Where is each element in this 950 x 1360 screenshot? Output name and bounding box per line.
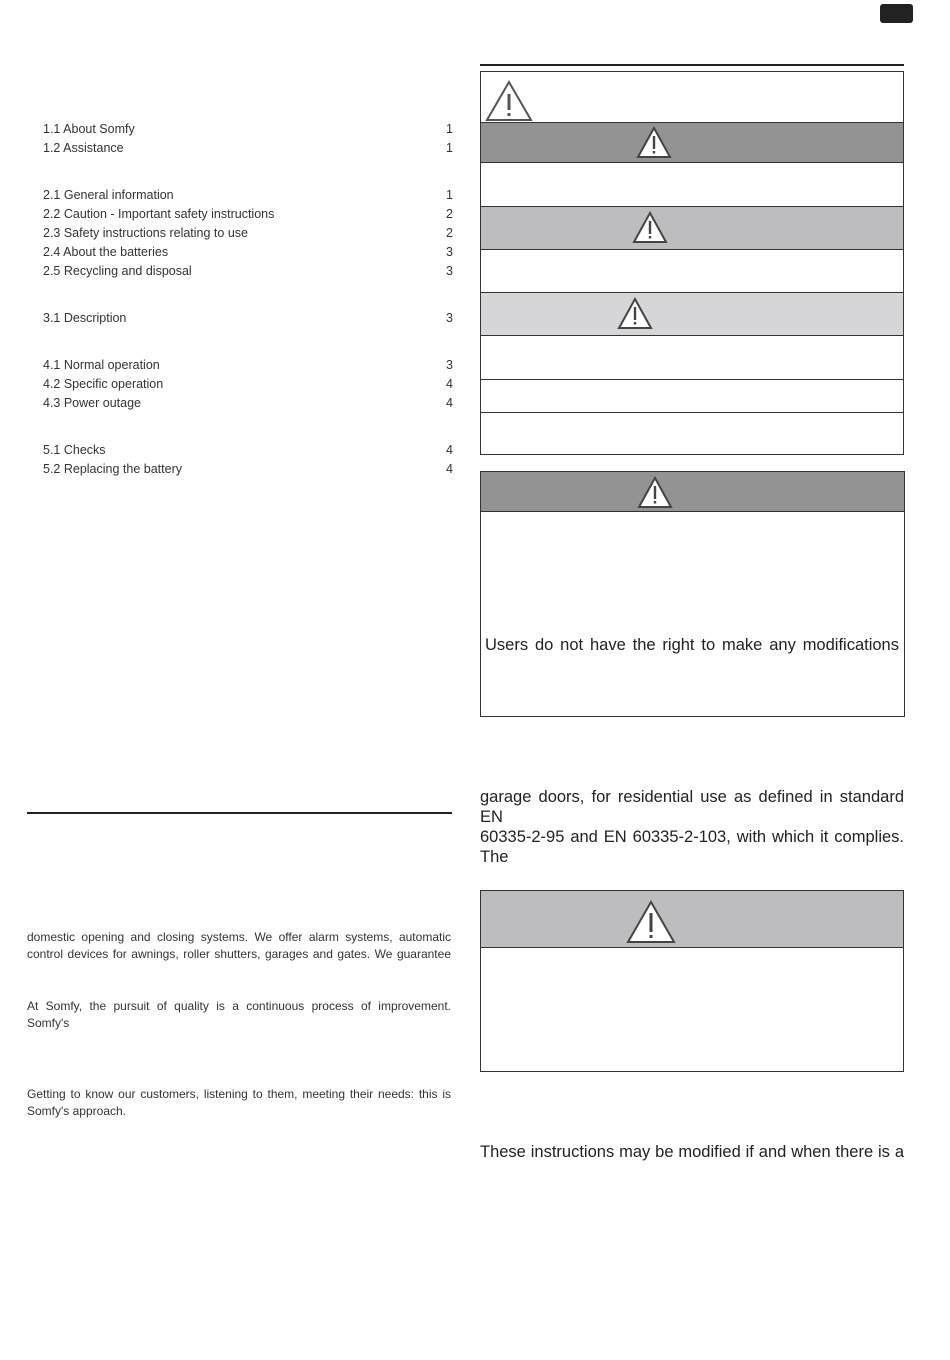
modification-warning-text: Users do not have the right to make any modifications xyxy=(485,636,899,654)
right-section-divider xyxy=(480,64,904,66)
toc-row[interactable]: 4.1 Normal operation 3 xyxy=(43,358,453,372)
toc-row[interactable]: 5.1 Checks 4 xyxy=(43,443,453,457)
warning-triangle-icon xyxy=(636,126,672,159)
warning-triangle-icon xyxy=(617,297,653,330)
toc-row[interactable]: 2.1 General information 1 xyxy=(43,188,453,202)
caution-box xyxy=(480,890,904,1072)
note-row xyxy=(481,412,903,454)
toc-row[interactable]: 4.3 Power outage 4 xyxy=(43,396,453,410)
about-paragraph-2: At Somfy, the pursuit of quality is a continuous process of improvement. Somfy's xyxy=(27,999,451,1030)
left-section-divider xyxy=(27,812,452,814)
toc-row[interactable]: 2.3 Safety instructions relating to use 2 xyxy=(43,226,453,240)
warning-triangle-icon xyxy=(626,900,676,944)
page-tab xyxy=(880,4,913,23)
danger-band xyxy=(481,122,903,162)
warning-triangle-icon xyxy=(637,476,673,509)
toc-row[interactable]: 5.2 Replacing the battery 4 xyxy=(43,462,453,476)
warning-band xyxy=(481,206,903,249)
table-of-contents xyxy=(43,120,453,507)
toc-row[interactable]: 2.4 About the batteries 3 xyxy=(43,245,453,259)
caution-band xyxy=(481,292,903,335)
instructions-note: These instructions may be modified if and when there is a xyxy=(480,1143,904,1161)
toc-group-2 xyxy=(43,186,453,281)
intended-use-paragraph: garage doors, for residential use as defined in standard EN 60335-2-95 and EN 60335-2-103, with which it complies. The xyxy=(480,788,904,866)
danger-description-row xyxy=(481,162,903,206)
toc-row[interactable]: 2.5 Recycling and disposal 3 xyxy=(43,264,453,278)
toc-row[interactable]: 3.1 Description 3 xyxy=(43,311,453,325)
warning-triangle-icon xyxy=(632,211,668,244)
toc-group-5 xyxy=(43,441,453,479)
modification-warning-band xyxy=(481,472,904,512)
modification-warning-box xyxy=(480,471,905,717)
info-row xyxy=(481,379,903,412)
toc-row[interactable]: 2.2 Caution - Important safety instructions 2 xyxy=(43,207,453,221)
toc-group-1 xyxy=(43,120,453,158)
toc-group-4 xyxy=(43,356,453,413)
caution-description-row xyxy=(481,335,903,379)
toc-row[interactable]: 1.1 About Somfy 1 xyxy=(43,122,453,136)
warning-description-row xyxy=(481,249,903,292)
warning-triangle-icon xyxy=(485,80,533,122)
safety-legend-table xyxy=(480,71,904,455)
toc-row[interactable]: 1.2 Assistance 1 xyxy=(43,141,453,155)
toc-row[interactable]: 4.2 Specific operation 4 xyxy=(43,377,453,391)
about-paragraph-1: domestic opening and closing systems. We offer alarm systems, automatic control devices for awnings, roller shutters, garages and gates. We guarantee xyxy=(27,930,451,961)
about-paragraph-3: Getting to know our customers, listening to them, meeting their needs: this is Somfy's approach. xyxy=(27,1087,451,1118)
caution-box-band xyxy=(481,891,903,948)
toc-group-3 xyxy=(43,309,453,328)
